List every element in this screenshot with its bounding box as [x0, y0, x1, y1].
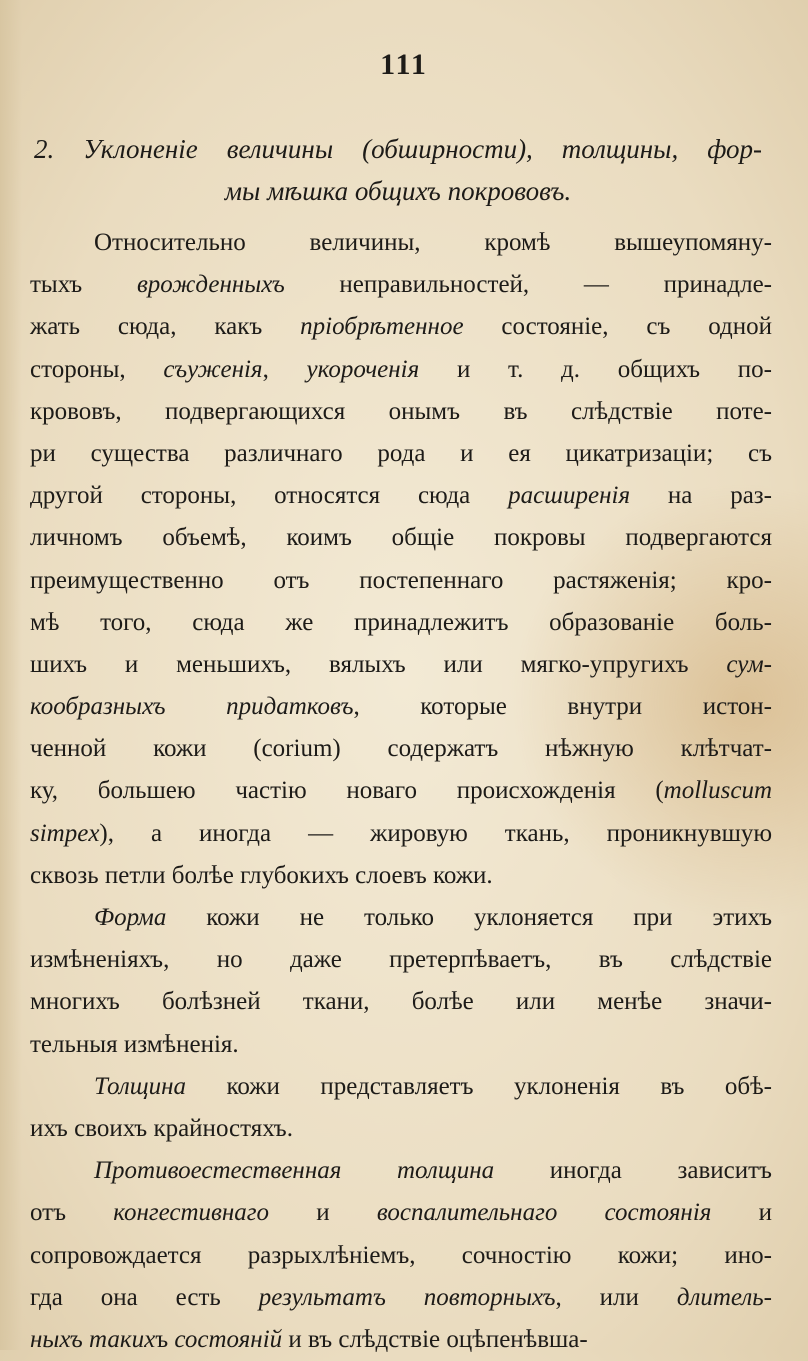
text-segment: , [262, 355, 307, 383]
text-line [30, 813, 772, 855]
text-segment: тельныя измѣненія. [30, 1030, 239, 1058]
text-segment: многихъ болѣзней ткани, болѣе или менѣе значи- [30, 988, 772, 1016]
text-line [30, 349, 772, 391]
text-line [30, 1319, 772, 1361]
italic-text: simpex [30, 819, 100, 847]
text-segment: отъ [30, 1199, 114, 1227]
page-number: 111 [380, 48, 428, 81]
text-line [30, 644, 772, 686]
section-heading [34, 128, 762, 212]
italic-text: расширенія [508, 482, 631, 510]
text-segment: стороны, [30, 355, 164, 383]
italic-text: врожденныхъ [136, 271, 285, 299]
text-segment: и т. д. общихъ по- [419, 355, 772, 383]
text-segment: шихъ и меньшихъ, вялыхъ или мягко-упругихъ [30, 650, 727, 678]
italic-text: Толщина [94, 1072, 187, 1100]
text-segment: и въ слѣдствіе оцѣпенѣвша- [282, 1325, 588, 1353]
text-line [30, 1235, 772, 1277]
text-segment: ихъ своихъ крайностяхъ. [30, 1114, 293, 1142]
italic-text: состояній [174, 1325, 283, 1353]
text-line [30, 222, 772, 264]
text-segment: личномъ объемѣ, коимъ общіе покровы подвергаются [30, 524, 772, 552]
text-segment: неправильностей, — принадле- [284, 271, 773, 299]
paragraph [30, 897, 772, 1066]
text-line [30, 306, 772, 348]
text-segment: и [711, 1199, 772, 1227]
text-line [30, 686, 772, 728]
text-line [30, 264, 772, 306]
text-line [30, 1192, 772, 1234]
text-segment: тыхъ [30, 271, 137, 299]
text-line [30, 728, 772, 770]
text-segment: жать сюда, какъ [30, 313, 301, 341]
text-line [30, 770, 772, 812]
text-segment: ри существа различнаго рода и ея цикатризаціи; съ [30, 439, 772, 467]
text-line [30, 433, 772, 475]
text-line [30, 855, 772, 897]
text-segment: иногда зависитъ [494, 1157, 772, 1185]
text-segment: мѣ того, сюда же принадлежитъ образованіе боль- [30, 608, 772, 636]
italic-text: Противоестественная толщина [94, 1157, 495, 1185]
text-segment: измѣненіяхъ, но даже претерпѣваетъ, въ слѣдствіе [30, 946, 772, 974]
text-segment: на раз- [630, 482, 773, 510]
heading-line: мы мѣшка общихъ покрововъ. [224, 176, 572, 206]
heading-line [34, 128, 762, 170]
text-segment: другой стороны, относятся сюда [30, 482, 509, 510]
italic-text: Форма [94, 904, 167, 931]
text-segment: сквозь петли болѣе глубокихъ слоевъ кожи. [30, 861, 493, 889]
italic-text: укороченія [306, 355, 420, 383]
text-line [30, 1277, 772, 1319]
text-line [30, 897, 772, 939]
italic-text: съуженія [163, 355, 263, 383]
italic-text: воспалительнаго состоянія [376, 1199, 712, 1227]
text-segment: ), а иногда — жировую ткань, проникнувшую [99, 819, 772, 847]
text-line [30, 560, 772, 602]
text-segment: и [269, 1199, 377, 1227]
italic-text: пріобрѣтенное [300, 313, 464, 341]
text-segment: ку, большею частію новаго происхожденія ( [30, 777, 664, 805]
text-line [30, 939, 772, 981]
text-segment: Относительно величины, кромѣ вышеупомяну- [94, 229, 772, 256]
italic-text: кообразныхъ придатковъ [30, 693, 354, 721]
text-segment: преимущественно отъ постепеннаго растяженія; кро- [30, 566, 772, 594]
italic-text: длитель- [676, 1283, 772, 1311]
text-line [30, 1066, 772, 1108]
text-segment: ченной кожи (corium) содержатъ нѣжную клѣтчат- [30, 735, 772, 763]
text-line [30, 1024, 772, 1066]
text-line [30, 517, 772, 559]
text-segment: кожи представляетъ уклоненія въ обѣ- [186, 1072, 772, 1100]
italic-text: сум- [726, 650, 772, 678]
text-segment: , которые внутри истон- [353, 693, 772, 721]
text-line [30, 475, 772, 517]
text-segment: ъ [155, 1325, 175, 1353]
paragraph [30, 1150, 772, 1361]
body-text [30, 222, 772, 1361]
text-segment: , или [555, 1283, 677, 1311]
text-segment: состояніе, съ одной [463, 313, 772, 341]
text-line [30, 391, 772, 433]
italic-text: ныхъ таких [30, 1325, 156, 1353]
text-segment: гда она есть [30, 1283, 259, 1311]
paragraph [30, 222, 772, 897]
text-segment: крововъ, подвергающихся онымъ въ слѣдствіе поте- [30, 397, 772, 425]
text-segment: кожи не только уклоняется при этихъ [166, 904, 772, 931]
page-binding-edge [0, 0, 22, 1350]
italic-text: molluscum [663, 777, 772, 805]
italic-text: конгестивнаго [113, 1199, 270, 1227]
text-line [30, 1108, 772, 1150]
section-number: 2. [34, 134, 55, 164]
paragraph [30, 1066, 772, 1150]
heading-text: Уклоненіе величины (обширности), толщины, фор- [83, 134, 762, 164]
text-line [30, 981, 772, 1023]
text-line [30, 602, 772, 644]
text-segment: сопровождается разрыхлѣніемъ, сочностію кожи; ино- [30, 1241, 772, 1269]
text-line [30, 1150, 772, 1192]
italic-text: результатъ повторныхъ [258, 1283, 556, 1311]
